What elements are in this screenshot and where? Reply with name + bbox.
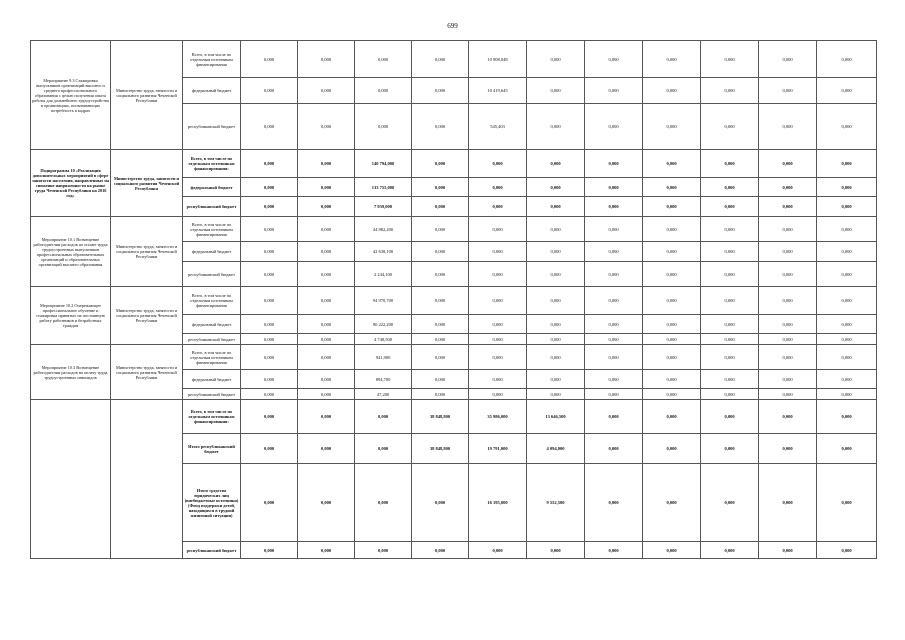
amount-cell: 38 848,800: [412, 400, 469, 434]
funding-source-cell: Итого республиканский бюджет: [183, 434, 241, 464]
amount-cell: 0,000: [817, 217, 877, 242]
program-name-cell: Мероприятие 10.2 Опережающее профессиональное обучение и стажировка принятых на постоянную работу работников и безработных граждан: [31, 287, 111, 345]
amount-cell: 894,700: [355, 370, 412, 389]
amount-cell: 0,000: [585, 389, 643, 400]
amount-cell: 0,000: [241, 78, 298, 104]
amount-cell: 19 791,000: [469, 434, 527, 464]
funding-source-cell: Всего, в том числе по отдельным источникам финансирования: [183, 41, 241, 78]
amount-cell: 0,000: [643, 464, 701, 542]
amount-cell: 0,000: [643, 104, 701, 150]
amount-cell: 0,000: [817, 434, 877, 464]
amount-cell: 0,000: [298, 150, 355, 178]
amount-cell: 42 638,100: [355, 242, 412, 262]
amount-cell: 0,000: [469, 334, 527, 345]
amount-cell: 0,000: [527, 389, 585, 400]
amount-cell: 0,000: [412, 104, 469, 150]
amount-cell: 0,000: [817, 400, 877, 434]
amount-cell: 0,000: [527, 104, 585, 150]
amount-cell: 0,000: [298, 334, 355, 345]
amount-cell: 0,000: [817, 104, 877, 150]
amount-cell: 0,000: [817, 41, 877, 78]
amount-cell: 0,000: [527, 41, 585, 78]
amount-cell: 0,000: [701, 315, 759, 334]
amount-cell: 0,000: [412, 197, 469, 217]
amount-cell: 0,000: [298, 262, 355, 287]
amount-cell: 0,000: [298, 178, 355, 197]
amount-cell: 0,000: [701, 400, 759, 434]
amount-cell: 0,000: [298, 434, 355, 464]
amount-cell: 0,000: [412, 464, 469, 542]
amount-cell: 0,000: [298, 41, 355, 78]
amount-cell: 0,000: [412, 542, 469, 559]
amount-cell: 0,000: [759, 287, 817, 315]
table-row: [31, 400, 877, 434]
amount-cell: 0,000: [469, 542, 527, 559]
amount-cell: 0,000: [241, 464, 298, 542]
amount-cell: 0,000: [817, 178, 877, 197]
program-name-cell: Мероприятие 10.1 Возмещение работодателям расходов по оплате труда трудоустроенных выпускников профессиональных образовательных организаций и образовательных организаций высшего образования: [31, 217, 111, 287]
amount-cell: 0,000: [585, 334, 643, 345]
responsible-executor-cell: Министерство труда, занятости и социального развития Чеченской Республики: [111, 287, 183, 345]
amount-cell: 0,000: [412, 370, 469, 389]
amount-cell: 0,000: [585, 370, 643, 389]
table-row: [31, 345, 877, 370]
amount-cell: 0,000: [817, 262, 877, 287]
responsible-executor-cell: [111, 400, 183, 559]
amount-cell: 0,000: [412, 315, 469, 334]
amount-cell: 0,000: [355, 542, 412, 559]
amount-cell: 0,000: [355, 434, 412, 464]
amount-cell: 0,000: [527, 178, 585, 197]
amount-cell: 0,000: [643, 217, 701, 242]
amount-cell: 0,000: [241, 389, 298, 400]
responsible-executor-cell: Министерство труда, занятости и социального развития Чеченской Республики: [111, 217, 183, 287]
amount-cell: 941,900: [355, 345, 412, 370]
amount-cell: 0,000: [759, 370, 817, 389]
amount-cell: 0,000: [241, 315, 298, 334]
amount-cell: 0,000: [527, 197, 585, 217]
amount-cell: 0,000: [527, 345, 585, 370]
amount-cell: 0,000: [643, 287, 701, 315]
amount-cell: 133 755,000: [355, 178, 412, 197]
amount-cell: 0,000: [469, 150, 527, 178]
amount-cell: 0,000: [759, 242, 817, 262]
amount-cell: 0,000: [585, 315, 643, 334]
amount-cell: 0,000: [759, 542, 817, 559]
amount-cell: 0,000: [759, 334, 817, 345]
table-row: [31, 150, 877, 178]
amount-cell: 0,000: [241, 178, 298, 197]
amount-cell: 0,000: [643, 334, 701, 345]
amount-cell: 0,000: [241, 334, 298, 345]
budget-table: [30, 40, 877, 559]
amount-cell: 0,000: [241, 287, 298, 315]
amount-cell: 0,000: [241, 262, 298, 287]
amount-cell: 0,000: [412, 345, 469, 370]
amount-cell: 545,403: [469, 104, 527, 150]
amount-cell: 10 908,048: [469, 41, 527, 78]
amount-cell: 2 244,100: [355, 262, 412, 287]
amount-cell: 0,000: [412, 334, 469, 345]
amount-cell: 44 882,200: [355, 217, 412, 242]
amount-cell: 0,000: [469, 217, 527, 242]
amount-cell: 0,000: [412, 217, 469, 242]
amount-cell: 7 039,000: [355, 197, 412, 217]
amount-cell: 0,000: [241, 150, 298, 178]
amount-cell: 0,000: [817, 370, 877, 389]
amount-cell: 0,000: [241, 217, 298, 242]
amount-cell: 0,000: [759, 345, 817, 370]
amount-cell: 0,000: [701, 370, 759, 389]
funding-source-cell: федеральный бюджет: [183, 242, 241, 262]
amount-cell: 0,000: [759, 389, 817, 400]
amount-cell: 0,000: [759, 41, 817, 78]
amount-cell: 0,000: [817, 345, 877, 370]
funding-source-cell: Всего, в том числе по отдельным источникам финансирования:: [183, 150, 241, 178]
amount-cell: 0,000: [585, 287, 643, 315]
amount-cell: 0,000: [298, 345, 355, 370]
amount-cell: 0,000: [759, 178, 817, 197]
amount-cell: 0,000: [701, 78, 759, 104]
funding-source-cell: Всего, в том числе по отдельным источникам финансирования:: [183, 400, 241, 434]
amount-cell: 0,000: [643, 400, 701, 434]
amount-cell: 0,000: [469, 242, 527, 262]
amount-cell: 0,000: [643, 389, 701, 400]
funding-source-cell: республиканский бюджет: [183, 334, 241, 345]
amount-cell: 0,000: [585, 345, 643, 370]
amount-cell: 0,000: [817, 334, 877, 345]
amount-cell: 0,000: [298, 370, 355, 389]
amount-cell: 0,000: [241, 542, 298, 559]
program-name-cell: Подпрограмма 10 «Реализация дополнительных мероприятий в сфере занятости населения, направленных на снижение напряженности на рынке труда Чеченской Республики на 2016 год»: [31, 150, 111, 217]
funding-source-cell: Всего, в том числе по отдельным источникам финансирования: [183, 287, 241, 315]
amount-cell: 0,000: [355, 104, 412, 150]
amount-cell: 10 419,645: [469, 78, 527, 104]
funding-source-cell: федеральный бюджет: [183, 178, 241, 197]
amount-cell: 0,000: [527, 242, 585, 262]
table-row: [31, 41, 877, 78]
amount-cell: 0,000: [585, 464, 643, 542]
amount-cell: 0,000: [585, 542, 643, 559]
amount-cell: 0,000: [469, 345, 527, 370]
amount-cell: 0,000: [412, 150, 469, 178]
amount-cell: 0,000: [759, 104, 817, 150]
amount-cell: 0,000: [298, 315, 355, 334]
amount-cell: 0,000: [759, 150, 817, 178]
amount-cell: 0,000: [643, 434, 701, 464]
amount-cell: 13 646,500: [527, 400, 585, 434]
amount-cell: 0,000: [355, 78, 412, 104]
funding-source-cell: Итого средства юридических лиц (внебюджетные источники) (Фонд поддержки детей, находящихся в трудной жизненной ситуации): [183, 464, 241, 542]
funding-source-cell: республиканский бюджет: [183, 104, 241, 150]
amount-cell: 0,000: [585, 434, 643, 464]
amount-cell: 0,000: [643, 370, 701, 389]
table-body: [31, 41, 877, 559]
amount-cell: 38 848,800: [412, 434, 469, 464]
amount-cell: 0,000: [412, 262, 469, 287]
amount-cell: 0,000: [759, 262, 817, 287]
amount-cell: 0,000: [241, 370, 298, 389]
amount-cell: 0,000: [817, 197, 877, 217]
amount-cell: 0,000: [527, 542, 585, 559]
funding-source-cell: республиканский бюджет: [183, 262, 241, 287]
amount-cell: 0,000: [469, 315, 527, 334]
amount-cell: 4 748,500: [355, 334, 412, 345]
amount-cell: 9 552,500: [527, 464, 585, 542]
amount-cell: 0,000: [817, 150, 877, 178]
funding-source-cell: Всего, в том числе по отдельным источникам финансирования: [183, 345, 241, 370]
amount-cell: 0,000: [759, 197, 817, 217]
amount-cell: 0,000: [298, 389, 355, 400]
amount-cell: 0,000: [817, 287, 877, 315]
amount-cell: 0,000: [527, 78, 585, 104]
amount-cell: 0,000: [298, 542, 355, 559]
amount-cell: 0,000: [817, 389, 877, 400]
amount-cell: 0,000: [241, 345, 298, 370]
amount-cell: 0,000: [585, 197, 643, 217]
amount-cell: 0,000: [585, 41, 643, 78]
amount-cell: 0,000: [759, 217, 817, 242]
amount-cell: 0,000: [585, 78, 643, 104]
funding-source-cell: федеральный бюджет: [183, 315, 241, 334]
table-row: [31, 217, 877, 242]
amount-cell: 0,000: [412, 41, 469, 78]
amount-cell: 0,000: [701, 389, 759, 400]
amount-cell: 0,000: [643, 197, 701, 217]
amount-cell: 0,000: [701, 104, 759, 150]
responsible-executor-cell: Министерство труда, занятости и социального развития Чеченской Республики: [111, 41, 183, 150]
amount-cell: 0,000: [643, 262, 701, 287]
amount-cell: 0,000: [527, 150, 585, 178]
page-number: 699: [447, 22, 458, 30]
amount-cell: 0,000: [469, 389, 527, 400]
amount-cell: 0,000: [585, 217, 643, 242]
amount-cell: 0,000: [585, 104, 643, 150]
amount-cell: 0,000: [643, 78, 701, 104]
amount-cell: 0,000: [701, 262, 759, 287]
program-name-cell: [31, 400, 111, 559]
amount-cell: 0,000: [759, 400, 817, 434]
amount-cell: 0,000: [643, 345, 701, 370]
amount-cell: 0,000: [469, 262, 527, 287]
amount-cell: 0,000: [527, 217, 585, 242]
amount-cell: 47,200: [355, 389, 412, 400]
amount-cell: 0,000: [412, 389, 469, 400]
amount-cell: 0,000: [817, 542, 877, 559]
amount-cell: 0,000: [241, 242, 298, 262]
amount-cell: 0,000: [701, 345, 759, 370]
amount-cell: 0,000: [701, 334, 759, 345]
amount-cell: 0,000: [643, 542, 701, 559]
amount-cell: 0,000: [298, 217, 355, 242]
amount-cell: 0,000: [701, 242, 759, 262]
amount-cell: 0,000: [585, 150, 643, 178]
amount-cell: 0,000: [241, 197, 298, 217]
amount-cell: 0,000: [241, 104, 298, 150]
amount-cell: 0,000: [527, 287, 585, 315]
amount-cell: 0,000: [241, 434, 298, 464]
amount-cell: 0,000: [469, 178, 527, 197]
amount-cell: 0,000: [469, 287, 527, 315]
amount-cell: 0,000: [701, 287, 759, 315]
amount-cell: 90 222,200: [355, 315, 412, 334]
amount-cell: 0,000: [701, 178, 759, 197]
amount-cell: 0,000: [241, 400, 298, 434]
amount-cell: 0,000: [701, 542, 759, 559]
amount-cell: 0,000: [759, 315, 817, 334]
amount-cell: 0,000: [241, 41, 298, 78]
amount-cell: 0,000: [701, 464, 759, 542]
amount-cell: 0,000: [412, 178, 469, 197]
amount-cell: 0,000: [527, 370, 585, 389]
amount-cell: 0,000: [585, 400, 643, 434]
funding-source-cell: федеральный бюджет: [183, 370, 241, 389]
amount-cell: 0,000: [527, 262, 585, 287]
amount-cell: 0,000: [701, 217, 759, 242]
amount-cell: 0,000: [701, 197, 759, 217]
funding-source-cell: республиканский бюджет: [183, 389, 241, 400]
amount-cell: 0,000: [298, 242, 355, 262]
amount-cell: 0,000: [643, 150, 701, 178]
amount-cell: 16 195,000: [469, 464, 527, 542]
amount-cell: 0,000: [701, 41, 759, 78]
funding-source-cell: республиканский бюджет: [183, 197, 241, 217]
amount-cell: 0,000: [469, 370, 527, 389]
amount-cell: 0,000: [412, 287, 469, 315]
amount-cell: 0,000: [585, 242, 643, 262]
funding-source-cell: федеральный бюджет: [183, 78, 241, 104]
amount-cell: 0,000: [817, 315, 877, 334]
amount-cell: 0,000: [527, 334, 585, 345]
program-name-cell: Мероприятие 9.3 Стажировка выпускников организаций высшего и среднего профессионального образования с целью получения опыта работы для дальнейшего трудоустройства в организациях, испытывающих потребность в кадрах: [31, 41, 111, 150]
amount-cell: 0,000: [355, 464, 412, 542]
amount-cell: 0,000: [701, 434, 759, 464]
amount-cell: 0,000: [298, 78, 355, 104]
amount-cell: 0,000: [298, 104, 355, 150]
amount-cell: 0,000: [298, 197, 355, 217]
responsible-executor-cell: Министерство труда, занятости и социального развития Чеченской Республики: [111, 345, 183, 400]
amount-cell: 94 970,700: [355, 287, 412, 315]
amount-cell: 0,000: [817, 242, 877, 262]
funding-source-cell: республиканский бюджет: [183, 542, 241, 559]
amount-cell: 0,000: [643, 41, 701, 78]
amount-cell: 0,000: [298, 287, 355, 315]
funding-source-cell: Всего, в том числе по отдельным источникам финансирования: [183, 217, 241, 242]
amount-cell: 0,000: [469, 197, 527, 217]
amount-cell: 0,000: [759, 78, 817, 104]
amount-cell: 0,000: [643, 178, 701, 197]
program-name-cell: Мероприятие 10.3 Возмещение работодателям расходов на оплату труда трудоустроенных инвалидов: [31, 345, 111, 400]
amount-cell: 0,000: [527, 315, 585, 334]
amount-cell: 0,000: [355, 41, 412, 78]
amount-cell: 0,000: [585, 262, 643, 287]
amount-cell: 0,000: [412, 78, 469, 104]
amount-cell: 0,000: [759, 464, 817, 542]
amount-cell: 4 094,000: [527, 434, 585, 464]
amount-cell: 0,000: [412, 242, 469, 262]
amount-cell: 0,000: [817, 78, 877, 104]
amount-cell: 140 794,000: [355, 150, 412, 178]
amount-cell: 0,000: [817, 464, 877, 542]
amount-cell: 35 986,000: [469, 400, 527, 434]
amount-cell: 0,000: [585, 178, 643, 197]
amount-cell: 0,000: [643, 242, 701, 262]
table-row: [31, 287, 877, 315]
responsible-executor-cell: Министерство труда, занятости и социального развития Чеченской Республики: [111, 150, 183, 217]
amount-cell: 0,000: [643, 315, 701, 334]
amount-cell: 0,000: [355, 400, 412, 434]
amount-cell: 0,000: [701, 150, 759, 178]
amount-cell: 0,000: [298, 400, 355, 434]
amount-cell: 0,000: [759, 434, 817, 464]
amount-cell: 0,000: [298, 464, 355, 542]
